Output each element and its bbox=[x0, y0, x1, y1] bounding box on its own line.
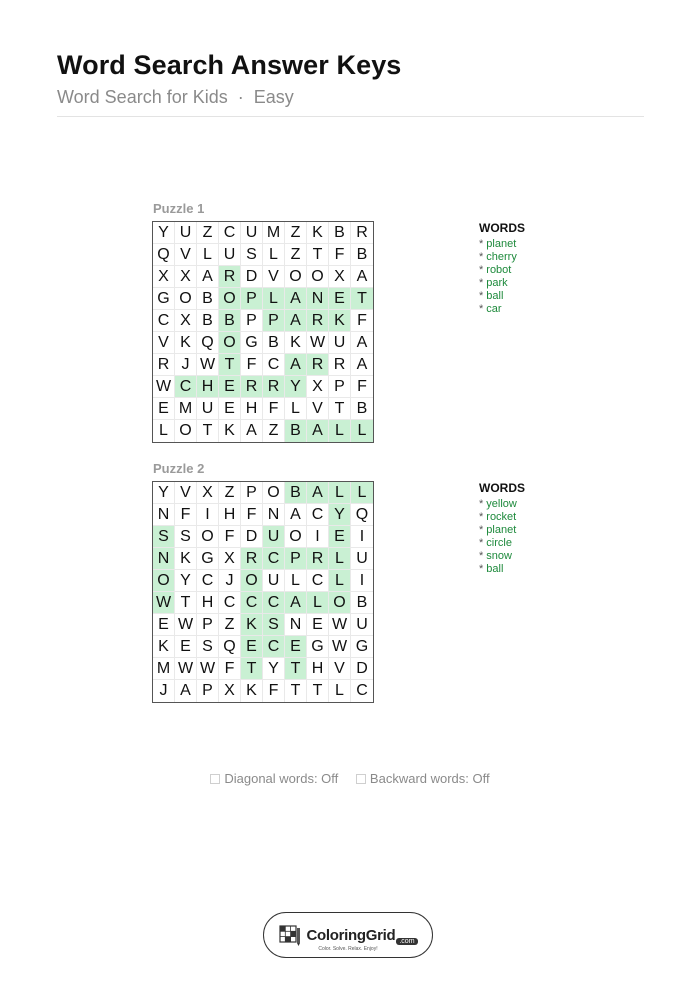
grid-cell: F bbox=[241, 354, 263, 376]
grid-cell: E bbox=[241, 636, 263, 658]
grid-cell: L bbox=[329, 482, 351, 504]
grid-cell: J bbox=[175, 354, 197, 376]
grid-cell: W bbox=[153, 376, 175, 398]
grid-cell: V bbox=[307, 398, 329, 420]
grid-cell: O bbox=[285, 526, 307, 548]
grid-cell: U bbox=[351, 614, 373, 636]
grid-cell: L bbox=[285, 570, 307, 592]
grid-cell: L bbox=[263, 288, 285, 310]
grid-cell: E bbox=[219, 376, 241, 398]
grid-cell: B bbox=[351, 592, 373, 614]
grid-cell: Z bbox=[263, 420, 285, 442]
grid-cell: R bbox=[241, 376, 263, 398]
grid-cell: K bbox=[175, 332, 197, 354]
grid-cell: I bbox=[307, 526, 329, 548]
bullet-star-icon: * bbox=[479, 303, 484, 315]
grid-cell: K bbox=[285, 332, 307, 354]
grid-cell: U bbox=[219, 244, 241, 266]
grid-cell: Y bbox=[285, 376, 307, 398]
grid-cell: K bbox=[241, 680, 263, 702]
grid-cell: X bbox=[307, 376, 329, 398]
grid-cell: K bbox=[219, 420, 241, 442]
grid-cell: A bbox=[285, 288, 307, 310]
grid-cell: X bbox=[153, 266, 175, 288]
word-list-item: * rocket bbox=[479, 511, 517, 523]
backward-checkbox-icon bbox=[356, 774, 366, 784]
grid-cell: O bbox=[175, 420, 197, 442]
grid-cell: O bbox=[307, 266, 329, 288]
grid-cell: H bbox=[307, 658, 329, 680]
grid-cell: C bbox=[263, 548, 285, 570]
word-list-item: * car bbox=[479, 303, 502, 315]
bullet-star-icon: * bbox=[479, 290, 484, 302]
grid-cell: U bbox=[351, 548, 373, 570]
grid-cell: X bbox=[219, 548, 241, 570]
grid-cell: U bbox=[329, 332, 351, 354]
grid-cell: R bbox=[219, 266, 241, 288]
grid-cell: Z bbox=[285, 222, 307, 244]
grid-cell: B bbox=[329, 222, 351, 244]
bullet-star-icon: * bbox=[479, 277, 484, 289]
options-bar bbox=[0, 771, 700, 787]
grid-cell: T bbox=[175, 592, 197, 614]
grid-cell: R bbox=[153, 354, 175, 376]
puzzle-1-label: Puzzle 1 bbox=[153, 201, 205, 216]
word-list-item: * ball bbox=[479, 290, 504, 302]
grid-cell: L bbox=[153, 420, 175, 442]
subtitle-separator: · bbox=[237, 87, 244, 107]
grid-cell: A bbox=[197, 266, 219, 288]
backward-option bbox=[356, 771, 490, 786]
grid-cell: P bbox=[241, 482, 263, 504]
grid-cell: V bbox=[175, 482, 197, 504]
grid-cell: A bbox=[351, 354, 373, 376]
bullet-star-icon: * bbox=[479, 550, 484, 562]
word-list-item: * circle bbox=[479, 537, 512, 549]
grid-cell: T bbox=[329, 398, 351, 420]
grid-cell: C bbox=[263, 592, 285, 614]
bullet-star-icon: * bbox=[479, 524, 484, 536]
grid-cell: G bbox=[307, 636, 329, 658]
grid-cell: R bbox=[351, 222, 373, 244]
grid-cell: Y bbox=[263, 658, 285, 680]
grid-cell: X bbox=[219, 680, 241, 702]
grid-cell: C bbox=[153, 310, 175, 332]
grid-cell: Q bbox=[153, 244, 175, 266]
grid-cell: A bbox=[307, 482, 329, 504]
grid-cell: A bbox=[285, 310, 307, 332]
grid-cell: B bbox=[351, 244, 373, 266]
grid-cell: S bbox=[263, 614, 285, 636]
grid-cell: G bbox=[153, 288, 175, 310]
grid-cell: F bbox=[263, 398, 285, 420]
grid-cell: E bbox=[285, 636, 307, 658]
grid-cell: P bbox=[241, 288, 263, 310]
grid-cell: F bbox=[351, 376, 373, 398]
grid-cell: E bbox=[153, 398, 175, 420]
word-list-item: * planet bbox=[479, 238, 517, 250]
grid-cell: X bbox=[175, 266, 197, 288]
grid-cell: N bbox=[153, 504, 175, 526]
page-title: Word Search Answer Keys bbox=[57, 50, 402, 80]
grid-cell: W bbox=[175, 614, 197, 636]
puzzle-2-words-title: WORDS bbox=[479, 481, 525, 495]
grid-pencil-icon bbox=[278, 922, 302, 948]
grid-cell: E bbox=[175, 636, 197, 658]
grid-cell: G bbox=[241, 332, 263, 354]
grid-cell: G bbox=[197, 548, 219, 570]
grid-cell: E bbox=[329, 288, 351, 310]
grid-cell: S bbox=[175, 526, 197, 548]
logo-tagline: Color. Solve. Relax. Enjoy! bbox=[318, 946, 378, 952]
grid-cell: O bbox=[153, 570, 175, 592]
grid-cell: A bbox=[285, 504, 307, 526]
grid-cell: I bbox=[351, 570, 373, 592]
grid-cell: C bbox=[263, 636, 285, 658]
grid-cell: N bbox=[263, 504, 285, 526]
grid-cell: O bbox=[285, 266, 307, 288]
grid-cell: H bbox=[197, 592, 219, 614]
grid-cell: O bbox=[219, 332, 241, 354]
grid-cell: P bbox=[197, 680, 219, 702]
grid-cell: L bbox=[329, 680, 351, 702]
grid-cell: L bbox=[307, 592, 329, 614]
bullet-star-icon: * bbox=[479, 537, 484, 549]
grid-cell: C bbox=[175, 376, 197, 398]
grid-cell: L bbox=[351, 420, 373, 442]
grid-cell: F bbox=[329, 244, 351, 266]
grid-cell: S bbox=[197, 636, 219, 658]
grid-cell: W bbox=[329, 636, 351, 658]
grid-cell: R bbox=[307, 354, 329, 376]
grid-cell: B bbox=[285, 420, 307, 442]
grid-cell: K bbox=[175, 548, 197, 570]
grid-cell: U bbox=[241, 222, 263, 244]
grid-cell: T bbox=[241, 658, 263, 680]
grid-cell: Z bbox=[219, 614, 241, 636]
grid-cell: J bbox=[219, 570, 241, 592]
grid-cell: O bbox=[263, 482, 285, 504]
grid-cell: E bbox=[153, 614, 175, 636]
grid-cell: O bbox=[175, 288, 197, 310]
puzzle-1-word-list bbox=[479, 221, 525, 316]
grid-cell: X bbox=[197, 482, 219, 504]
grid-cell: R bbox=[241, 548, 263, 570]
grid-cell: N bbox=[285, 614, 307, 636]
grid-cell: W bbox=[197, 658, 219, 680]
grid-cell: C bbox=[307, 504, 329, 526]
grid-cell: O bbox=[197, 526, 219, 548]
diagonal-checkbox-icon bbox=[210, 774, 220, 784]
grid-cell: Q bbox=[219, 636, 241, 658]
grid-cell: S bbox=[241, 244, 263, 266]
grid-cell: K bbox=[307, 222, 329, 244]
grid-cell: A bbox=[307, 420, 329, 442]
grid-cell: H bbox=[197, 376, 219, 398]
grid-cell: F bbox=[219, 658, 241, 680]
grid-cell: W bbox=[175, 658, 197, 680]
grid-cell: A bbox=[285, 354, 307, 376]
grid-cell: L bbox=[329, 570, 351, 592]
grid-cell: R bbox=[263, 376, 285, 398]
grid-cell: W bbox=[329, 614, 351, 636]
grid-cell: L bbox=[285, 398, 307, 420]
grid-cell: D bbox=[241, 526, 263, 548]
grid-cell: U bbox=[197, 398, 219, 420]
subtitle-category: Word Search for Kids bbox=[57, 87, 228, 107]
grid-cell: Y bbox=[329, 504, 351, 526]
grid-cell: C bbox=[197, 570, 219, 592]
grid-cell: C bbox=[241, 592, 263, 614]
grid-cell: L bbox=[351, 482, 373, 504]
grid-cell: D bbox=[241, 266, 263, 288]
grid-cell: P bbox=[197, 614, 219, 636]
backward-option-label: Backward words: Off bbox=[369, 771, 490, 786]
grid-cell: U bbox=[263, 570, 285, 592]
grid-cell: Z bbox=[285, 244, 307, 266]
grid-cell: P bbox=[241, 310, 263, 332]
grid-cell: B bbox=[285, 482, 307, 504]
grid-cell: Q bbox=[197, 332, 219, 354]
grid-cell: L bbox=[329, 420, 351, 442]
grid-cell: Z bbox=[219, 482, 241, 504]
word-list-item: * snow bbox=[479, 550, 512, 562]
grid-cell: T bbox=[351, 288, 373, 310]
grid-cell: M bbox=[153, 658, 175, 680]
grid-cell: B bbox=[219, 310, 241, 332]
grid-cell: L bbox=[263, 244, 285, 266]
grid-cell: W bbox=[197, 354, 219, 376]
grid-cell: E bbox=[329, 526, 351, 548]
grid-cell: W bbox=[153, 592, 175, 614]
page-subtitle bbox=[57, 87, 294, 108]
diagonal-option-label: Diagonal words: Off bbox=[224, 771, 339, 786]
grid-cell: X bbox=[175, 310, 197, 332]
grid-cell: Q bbox=[351, 504, 373, 526]
grid-cell: P bbox=[263, 310, 285, 332]
grid-cell: R bbox=[329, 354, 351, 376]
word-list-item: * planet bbox=[479, 524, 517, 536]
grid-cell: P bbox=[329, 376, 351, 398]
grid-cell: M bbox=[175, 398, 197, 420]
grid-cell: Y bbox=[153, 222, 175, 244]
grid-cell: P bbox=[285, 548, 307, 570]
grid-cell: C bbox=[307, 570, 329, 592]
grid-cell: B bbox=[263, 332, 285, 354]
grid-cell: B bbox=[197, 310, 219, 332]
puzzle-2-grid bbox=[152, 481, 374, 703]
grid-cell: X bbox=[329, 266, 351, 288]
grid-cell: B bbox=[197, 288, 219, 310]
grid-cell: J bbox=[153, 680, 175, 702]
word-list-item: * yellow bbox=[479, 498, 517, 510]
grid-cell: O bbox=[219, 288, 241, 310]
grid-cell: V bbox=[153, 332, 175, 354]
grid-cell: E bbox=[219, 398, 241, 420]
grid-cell: W bbox=[307, 332, 329, 354]
grid-cell: F bbox=[351, 310, 373, 332]
grid-cell: H bbox=[241, 398, 263, 420]
grid-cell: A bbox=[241, 420, 263, 442]
grid-cell: F bbox=[263, 680, 285, 702]
grid-cell: Z bbox=[197, 222, 219, 244]
grid-cell: Y bbox=[175, 570, 197, 592]
grid-cell: K bbox=[153, 636, 175, 658]
grid-cell: Y bbox=[153, 482, 175, 504]
bullet-star-icon: * bbox=[479, 251, 484, 263]
grid-cell: C bbox=[263, 354, 285, 376]
grid-cell: A bbox=[175, 680, 197, 702]
grid-cell: M bbox=[263, 222, 285, 244]
grid-cell: R bbox=[307, 548, 329, 570]
grid-cell: I bbox=[197, 504, 219, 526]
grid-cell: T bbox=[219, 354, 241, 376]
coloringgrid-logo bbox=[263, 912, 433, 958]
puzzle-2-word-list bbox=[479, 481, 525, 576]
grid-cell: L bbox=[329, 548, 351, 570]
bullet-star-icon: * bbox=[479, 563, 484, 575]
grid-cell: T bbox=[285, 680, 307, 702]
grid-cell: D bbox=[351, 658, 373, 680]
grid-cell: C bbox=[219, 222, 241, 244]
grid-cell: B bbox=[351, 398, 373, 420]
puzzle-1-words-title: WORDS bbox=[479, 221, 525, 235]
grid-cell: A bbox=[351, 332, 373, 354]
grid-cell: N bbox=[307, 288, 329, 310]
grid-cell: T bbox=[197, 420, 219, 442]
grid-cell: C bbox=[219, 592, 241, 614]
grid-cell: V bbox=[329, 658, 351, 680]
word-list-item: * ball bbox=[479, 563, 504, 575]
subtitle-difficulty: Easy bbox=[253, 87, 294, 107]
bullet-star-icon: * bbox=[479, 264, 484, 276]
grid-cell: E bbox=[307, 614, 329, 636]
grid-cell: U bbox=[175, 222, 197, 244]
word-list-item: * robot bbox=[479, 264, 512, 276]
bullet-star-icon: * bbox=[479, 498, 484, 510]
puzzle-2-label: Puzzle 2 bbox=[153, 461, 205, 476]
grid-cell: T bbox=[307, 680, 329, 702]
grid-cell: T bbox=[307, 244, 329, 266]
grid-cell: R bbox=[307, 310, 329, 332]
grid-cell: V bbox=[175, 244, 197, 266]
grid-cell: V bbox=[263, 266, 285, 288]
logo-domain-badge: .com bbox=[396, 938, 417, 945]
grid-cell: T bbox=[285, 658, 307, 680]
header-divider bbox=[57, 116, 644, 117]
grid-cell: U bbox=[263, 526, 285, 548]
puzzle-1-grid bbox=[152, 221, 374, 443]
grid-cell: F bbox=[241, 504, 263, 526]
grid-cell: A bbox=[351, 266, 373, 288]
grid-cell: K bbox=[329, 310, 351, 332]
grid-cell: O bbox=[329, 592, 351, 614]
logo-wordmark: ColoringGrid bbox=[306, 926, 396, 944]
grid-cell: K bbox=[241, 614, 263, 636]
grid-cell: C bbox=[356, 682, 368, 699]
grid-cell: F bbox=[175, 504, 197, 526]
grid-cell: N bbox=[153, 548, 175, 570]
grid-cell: A bbox=[285, 592, 307, 614]
grid-cell: G bbox=[351, 636, 373, 658]
word-list-item: * park bbox=[479, 277, 508, 289]
diagonal-option bbox=[210, 771, 338, 786]
bullet-star-icon: * bbox=[479, 238, 484, 250]
grid-cell: H bbox=[219, 504, 241, 526]
grid-cell: S bbox=[153, 526, 175, 548]
bullet-star-icon: * bbox=[479, 511, 484, 523]
grid-cell: I bbox=[351, 526, 373, 548]
grid-cell: L bbox=[197, 244, 219, 266]
word-list-item: * cherry bbox=[479, 251, 517, 263]
grid-cell: F bbox=[219, 526, 241, 548]
grid-cell: O bbox=[241, 570, 263, 592]
